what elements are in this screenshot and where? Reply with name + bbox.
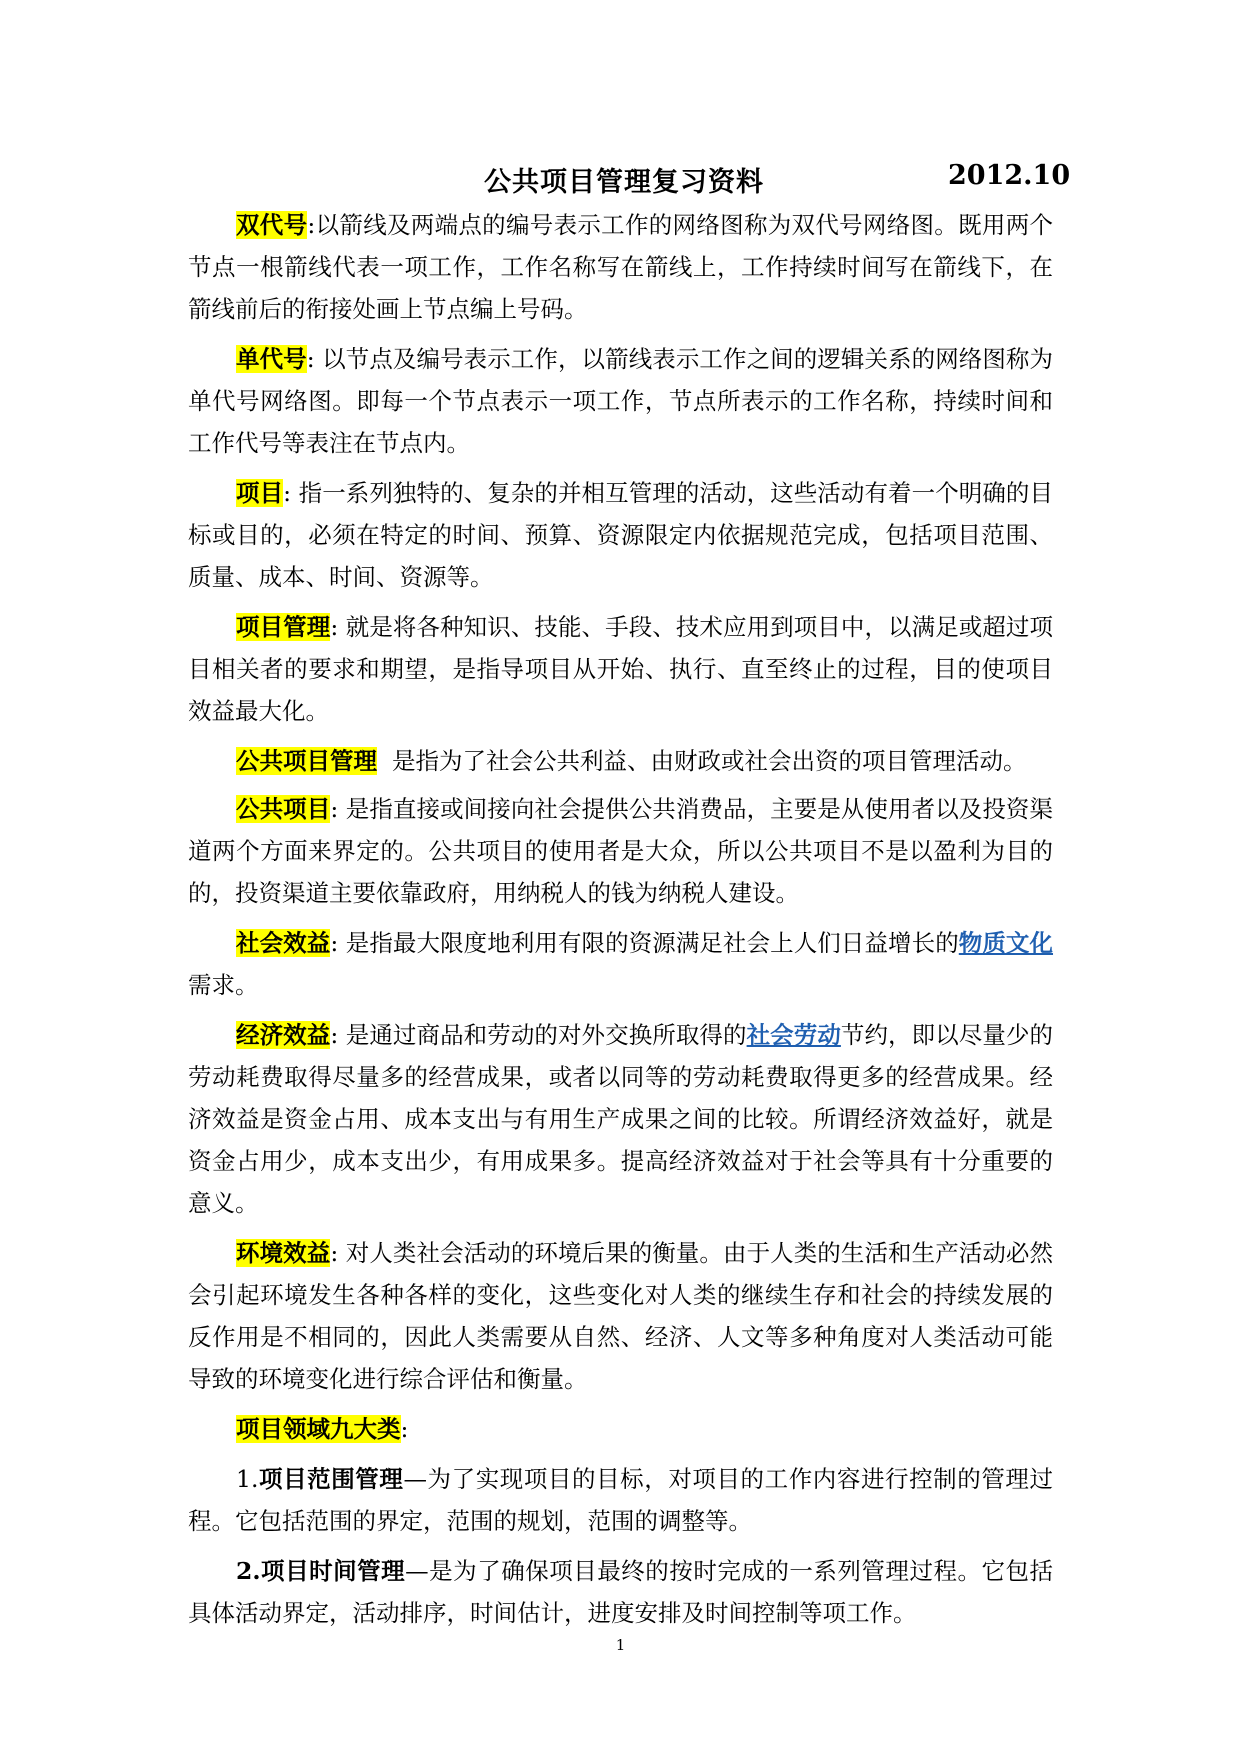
paragraph-gonggong-xiangmu [188,788,1053,914]
page-number: 1 [615,1636,626,1654]
paragraph-shijian-guanli [188,1550,1053,1634]
paragraph-xiangmu-guanli [188,606,1053,732]
term-highlight: 项目管理 [236,613,331,641]
paragraph-dandaihao [188,338,1053,464]
paragraph-huanjing-xiaoyi [188,1232,1053,1400]
term-highlight: 项目领域九大类 [236,1415,401,1443]
paragraph-text: : 是指最大限度地利用有限的资源满足社会上人们日益增长的 [330,929,959,957]
paragraph-xiangmu [188,472,1053,598]
document-page [188,160,1071,1642]
paragraph-shehui-xiaoyi [188,922,1053,1006]
paragraph-text: : 以节点及编号表示工作，以箭线表示工作之间的逻辑关系的网络图称为单代号网络图。即每一个节点表示一项工作，节点所表示的工作名称，持续时间和工作代号等表注在节点内。 [188,345,1054,457]
paragraph-text: —是为了确保项目最终的按时完成的一系列管理过程。它包括具体活动界定，活动排序，时间估计，进度安排及时间控制等项工作。 [188,1557,1054,1627]
title-row [188,160,1071,204]
term-highlight: 经济效益 [236,1021,331,1049]
link-shehui-laodong[interactable]: 社会劳动 [746,1021,841,1049]
paragraph-text: :以箭线及两端点的编号表示工作的网络图称为双代号网络图。既用两个节点一根箭线代表一项工作，工作名称写在箭线上，工作持续时间写在箭线下，在箭线前后的衔接处画上节点编上号码。 [188,211,1053,323]
paragraph-text: 节约，即以尽量少的劳动耗费取得尽量多的经营成果，或者以同等的劳动耗费取得更多的经营成果。经济效益是资金占用、成本支出与有用生产成果之间的比较。所谓经济效益好，就是资金占用少，成本支出少，有用成果多。提高经济效益对于社会等具有十分重要的意义。 [188,1021,1054,1217]
paragraph-gonggong-xiangmu-guanli [188,740,1053,782]
paragraph-text: : 是指直接或间接向社会提供公共消费品，主要是从使用者以及投资渠道两个方面来界定的。公共项目的使用者是大众，所以公共项目不是以盈利为目的的，投资渠道主要依靠政府，用纳税人的钱为纳税人建设。 [188,795,1054,907]
paragraph-text: 是指为了社会公共利益、由财政或社会出资的项目管理活动。 [377,747,1027,775]
term-highlight: 单代号 [236,345,307,373]
paragraph-jingji-xiaoyi [188,1014,1053,1224]
paragraph-text: : 指一系列独特的、复杂的并相互管理的活动，这些活动有着一个明确的目标或目的，必须在特定的时间、预算、资源限定内依据规范完成，包括项目范围、质量、成本、时间、资源等。 [188,479,1053,591]
paragraph-text: —为了实现项目的目标，对项目的工作内容进行控制的管理过程。它包括范围的界定，范围的规划，范围的调整等。 [188,1465,1053,1535]
list-number: 2. [236,1557,261,1585]
term-bold: 项目范围管理 [258,1465,404,1493]
paragraph-fanwei-guanli [188,1458,1053,1542]
paragraph-text: : 是通过商品和劳动的对外交换所取得的 [330,1021,747,1049]
term-highlight: 项目 [236,479,284,507]
term-highlight: 社会效益 [236,929,331,957]
document-date: 2012.10 [948,160,1071,191]
term-highlight: 公共项目 [236,795,331,823]
term-highlight: 环境效益 [236,1239,331,1267]
term-bold: 项目时间管理 [260,1557,406,1585]
term-highlight: 双代号 [236,211,308,239]
paragraph-text: : 对人类社会活动的环境后果的衡量。由于人类的生活和生产活动必然会引起环境发生各种各样的变化，这些变化对人类的继续生存和社会的持续发展的反作用是不相同的，因此人类需要从自然、经济、人文等多种角度对人类活动可能导致的环境变化进行综合评估和衡量。 [188,1239,1054,1393]
paragraph-text: : 就是将各种知识、技能、手段、技术应用到项目中，以满足或超过项目相关者的要求和期望，是指导项目从开始、执行、直至终止的过程，目的使项目效益最大化。 [188,613,1054,725]
document-title: 公共项目管理复习资料 [484,167,764,198]
paragraph-jiudalei-heading [188,1408,1053,1450]
list-number: 1. [236,1465,259,1493]
paragraph-text: 需求。 [188,971,259,999]
term-highlight: 公共项目管理 [236,747,377,775]
link-wuzhi-wenhua[interactable]: 物质文化 [958,929,1054,957]
paragraph-shuangdaihao [188,204,1053,330]
paragraph-text: : [400,1415,409,1443]
